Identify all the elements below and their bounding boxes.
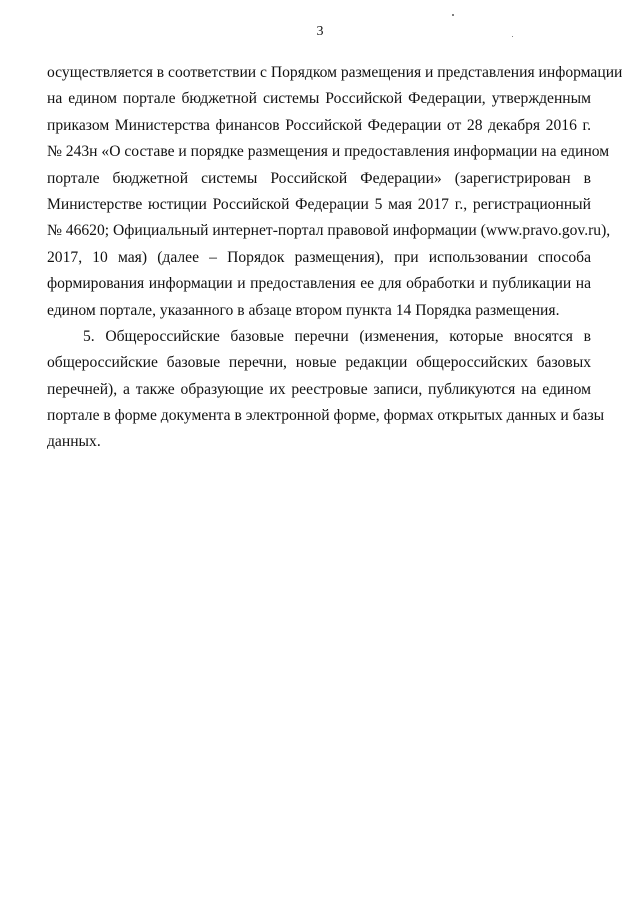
scan-speck xyxy=(452,14,454,16)
scan-speck xyxy=(512,36,513,37)
text-line: № 243н «О составе и порядке размещения и предоставления информации на едином xyxy=(47,143,610,161)
text-line: Министерстве юстиции Российской Федерации 5 мая 2017 г., регистрационный xyxy=(47,195,591,213)
text-line: 5. Общероссийские базовые перечни (изменения, которые вносятся в xyxy=(83,327,591,345)
page-number: 3 xyxy=(316,24,324,39)
document-body xyxy=(47,60,623,456)
text-line: формирования информации и предоставления ее для обработки и публикации на xyxy=(47,275,591,293)
text-line: осуществляется в соответствии с Порядком размещения и представления информации xyxy=(47,64,623,81)
text-line: № 46620; Официальный интернет-портал правовой информации (www.pravo.gov.ru), xyxy=(47,222,611,240)
text-line: общероссийские базовые перечни, новые редакции общероссийских базовых xyxy=(47,354,591,372)
text-line: портале бюджетной системы Российской Федерации» (зарегистрирован в xyxy=(47,169,591,187)
text-line: 2017, 10 мая) (далее – Порядок размещения), при использовании способа xyxy=(47,248,591,266)
text-line: портале в форме документа в электронной форме, формах открытых данных и базы xyxy=(47,407,605,425)
text-line: приказом Министерства финансов Российской Федерации от 28 декабря 2016 г. xyxy=(47,116,591,134)
text-line: едином портале, указанного в абзаце втором пункта 14 Порядка размещения. xyxy=(47,301,560,319)
text-line: перечней), а также образующие их реестровые записи, публикуются на едином xyxy=(47,380,591,398)
text-line: на едином портале бюджетной системы Российской Федерации, утвержденным xyxy=(47,90,591,108)
paragraph-1 xyxy=(47,60,623,324)
paragraph-2 xyxy=(47,324,605,456)
text-line: данных. xyxy=(47,433,101,451)
